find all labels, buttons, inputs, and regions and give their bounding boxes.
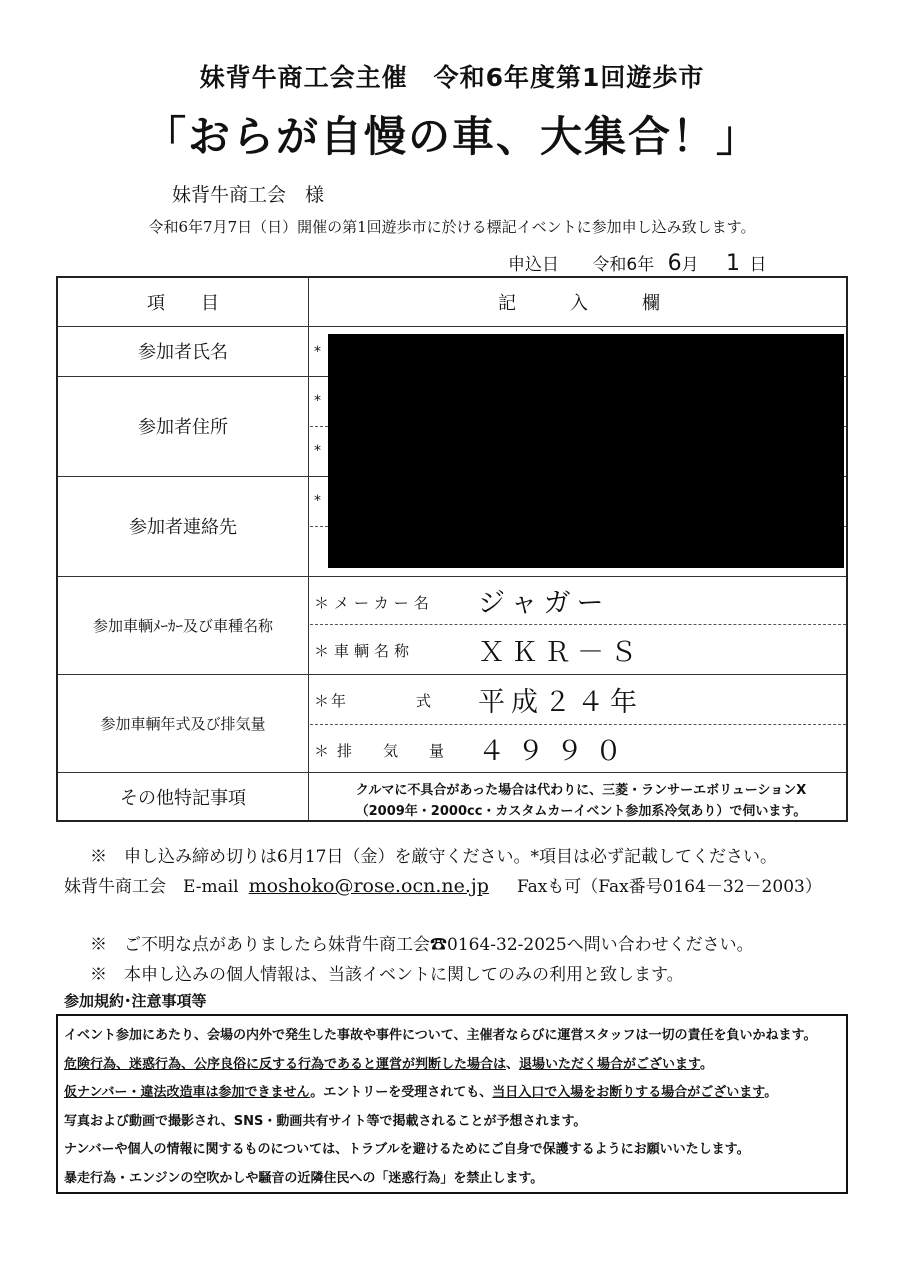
rule-item: イベント参加にあたり、会場の内外で発生した事故や事件について、主催者ならびに運営スタッフは一切の責任を負いかねます。 — [64, 1028, 817, 1043]
address-asterisk-2: * — [314, 443, 321, 459]
application-month: 6 — [667, 251, 682, 276]
month-unit: 月 — [681, 255, 699, 275]
year-value: 平成２４年 — [478, 687, 643, 718]
recipient: 妹背牛商工会 様 — [172, 184, 325, 206]
rule-item: 危険行為、迷惑行為、公序良俗に反する行為であると運営が判断した場合は、退場いただく場合がございます。 — [64, 1056, 714, 1072]
application-date — [508, 250, 766, 276]
contact-line — [64, 872, 822, 897]
column-divider — [308, 278, 309, 820]
email-link[interactable]: moshoko@rose.ocn.ne.jp — [248, 875, 489, 897]
rules-box — [56, 1014, 848, 1194]
application-era-year: 令和6年 — [592, 255, 655, 275]
label-vehicle-maker-model: 参加車輌ﾒｰｶｰ及び車種名称 — [92, 616, 273, 635]
event-subtitle: 妹背牛商工会主催 令和6年度第1回遊歩市 — [199, 63, 705, 92]
model-label: ＊車輌名称 — [314, 642, 415, 660]
dashed-divider — [310, 724, 846, 725]
redaction-block — [328, 334, 844, 568]
rule-item: 仮ナンバー・違法改造車は参加できません。エントリーを受理されても、当日入口で入場をお断りする場合がございます。 — [64, 1085, 778, 1100]
other-notes-line-1: クルマに不具合があった場合は代わりに、三菱・ランサーエボリューションX — [355, 783, 807, 798]
header-item: 項 目 — [147, 293, 219, 314]
rule-item: ナンバーや個人の情報に関するものについては、トラブルを避けるためにご自身で保護するようにお願いいたします。 — [64, 1142, 750, 1157]
application-date-label: 申込日 — [508, 255, 559, 275]
intro-text: 令和6年7月7日（日）開催の第1回遊歩市に於ける標記イベントに参加申し込み致します。 — [148, 218, 756, 236]
privacy-note: ※ 本申し込みの個人情報は、当該イベントに関してのみの利用と致します。 — [90, 965, 684, 985]
label-participant-address: 参加者住所 — [138, 417, 228, 438]
contact-asterisk: * — [314, 493, 321, 509]
rule-item: 写真および動画で撮影され、SNS・動画共有サイト等で掲載されることが予想されます。 — [64, 1113, 587, 1129]
label-vehicle-year-displacement: 参加車輌年式及び排気量 — [100, 714, 266, 733]
deadline-note: ※ 申し込み締め切りは6月17日（金）を厳守ください。*項目は必ず記載してください。 — [90, 847, 777, 867]
displacement-value: ４９９０ — [478, 736, 634, 767]
other-notes-line-2: （2009年・2000cc・カスタムカーイベント参加系冷気あり）で伺います。 — [355, 804, 807, 819]
application-day: 1 — [726, 251, 741, 276]
header-entry: 記 入 欄 — [498, 293, 660, 314]
label-other-notes: その他特記事項 — [120, 788, 246, 809]
fax-info: Faxも可（Fax番号0164－32－2003） — [516, 877, 822, 897]
rules-heading: 参加規約･注意事項等 — [64, 992, 207, 1010]
label-participant-name: 参加者氏名 — [138, 342, 228, 363]
contact-org: 妹背牛商工会 E-mail — [64, 877, 239, 897]
day-unit: 日 — [749, 255, 767, 275]
dashed-divider — [310, 624, 846, 625]
label-participant-contact: 参加者連絡先 — [129, 517, 237, 538]
inquiry-note: ※ ご不明な点がありましたら妹背牛商工会☎0164-32-2025へ問い合わせください。 — [90, 935, 754, 955]
event-title: 「おらが自慢の車、大集合！」 — [143, 112, 760, 161]
model-value: ＸＫＲ－Ｓ — [478, 637, 643, 668]
displacement-label: ＊排 気 量 — [314, 742, 453, 760]
maker-value: ジャガー — [478, 588, 610, 619]
address-asterisk-1: * — [314, 393, 321, 409]
maker-label: ＊メーカー名 — [314, 594, 434, 612]
application-form-table — [56, 276, 848, 822]
name-asterisk: * — [314, 344, 321, 360]
year-label: ＊年 式 — [314, 692, 434, 710]
rule-item: 暴走行為・エンジンの空吹かしや騒音の近隣住民への「迷惑行為」を禁止します。 — [64, 1170, 544, 1186]
